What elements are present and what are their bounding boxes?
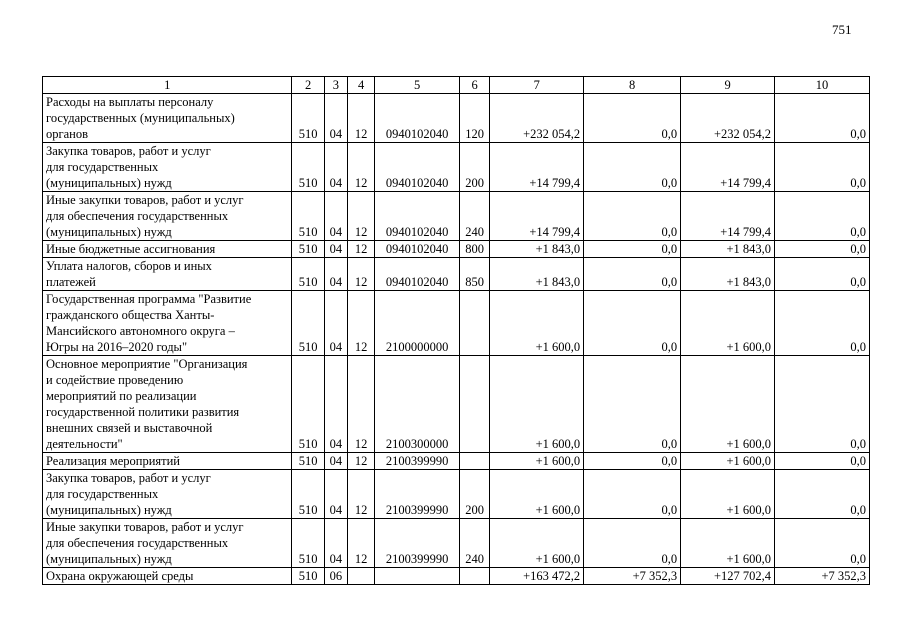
amount-col-9: +1 600,0 — [681, 291, 775, 356]
table-row — [43, 94, 870, 143]
code-section: 04 — [324, 192, 347, 241]
code-admin: 510 — [292, 143, 324, 192]
amount-col-9: +127 702,4 — [681, 568, 775, 585]
budget-table — [42, 76, 870, 585]
table-row — [43, 519, 870, 568]
code-subsection: 12 — [347, 470, 374, 519]
column-header: 5 — [375, 77, 460, 94]
table-row — [43, 453, 870, 470]
code-subsection — [347, 568, 374, 585]
amount-col-7: +1 600,0 — [490, 356, 584, 453]
amount-col-10: 0,0 — [775, 94, 870, 143]
amount-col-9: +1 843,0 — [681, 258, 775, 291]
row-label: Уплата налогов, сборов и иных платежей — [43, 258, 292, 291]
code-expense-type: 240 — [460, 519, 490, 568]
code-target: 2100300000 — [375, 356, 460, 453]
code-section: 04 — [324, 291, 347, 356]
code-section: 04 — [324, 94, 347, 143]
code-subsection: 12 — [347, 143, 374, 192]
amount-col-9: +232 054,2 — [681, 94, 775, 143]
amount-col-10: 0,0 — [775, 470, 870, 519]
column-header: 8 — [584, 77, 681, 94]
column-header: 9 — [681, 77, 775, 94]
code-expense-type — [460, 568, 490, 585]
amount-col-8: 0,0 — [584, 192, 681, 241]
code-section: 04 — [324, 356, 347, 453]
table-row — [43, 291, 870, 356]
code-subsection: 12 — [347, 453, 374, 470]
code-target: 0940102040 — [375, 192, 460, 241]
amount-col-7: +14 799,4 — [490, 192, 584, 241]
code-section: 04 — [324, 143, 347, 192]
row-label: Государственная программа "Развитие гражданского общества Ханты- Мансийского автономного округа – Югры на 2016–2020 годы" — [43, 291, 292, 356]
table-body — [43, 94, 870, 585]
table-row — [43, 568, 870, 585]
column-header: 10 — [775, 77, 870, 94]
code-subsection: 12 — [347, 192, 374, 241]
code-subsection: 12 — [347, 94, 374, 143]
code-section: 04 — [324, 453, 347, 470]
code-target: 0940102040 — [375, 143, 460, 192]
amount-col-8: +7 352,3 — [584, 568, 681, 585]
code-admin: 510 — [292, 241, 324, 258]
amount-col-8: 0,0 — [584, 258, 681, 291]
code-subsection: 12 — [347, 356, 374, 453]
code-target: 0940102040 — [375, 241, 460, 258]
code-expense-type: 200 — [460, 143, 490, 192]
table-row — [43, 192, 870, 241]
amount-col-8: 0,0 — [584, 94, 681, 143]
code-expense-type: 120 — [460, 94, 490, 143]
amount-col-8: 0,0 — [584, 470, 681, 519]
code-target: 0940102040 — [375, 258, 460, 291]
amount-col-8: 0,0 — [584, 453, 681, 470]
amount-col-7: +1 843,0 — [490, 258, 584, 291]
code-admin: 510 — [292, 453, 324, 470]
code-expense-type — [460, 453, 490, 470]
amount-col-10: 0,0 — [775, 453, 870, 470]
amount-col-8: 0,0 — [584, 356, 681, 453]
column-header: 3 — [324, 77, 347, 94]
amount-col-7: +1 600,0 — [490, 519, 584, 568]
table-row — [43, 241, 870, 258]
amount-col-9: +1 600,0 — [681, 519, 775, 568]
amount-col-9: +14 799,4 — [681, 143, 775, 192]
column-header: 6 — [460, 77, 490, 94]
row-label: Расходы на выплаты персоналу государственных (муниципальных) органов — [43, 94, 292, 143]
amount-col-7: +163 472,2 — [490, 568, 584, 585]
row-label: Закупка товаров, работ и услуг для государственных (муниципальных) нужд — [43, 470, 292, 519]
column-header: 2 — [292, 77, 324, 94]
amount-col-10: 0,0 — [775, 258, 870, 291]
code-expense-type: 200 — [460, 470, 490, 519]
code-admin: 510 — [292, 519, 324, 568]
code-admin: 510 — [292, 258, 324, 291]
amount-col-7: +1 600,0 — [490, 291, 584, 356]
amount-col-9: +1 600,0 — [681, 453, 775, 470]
amount-col-8: 0,0 — [584, 143, 681, 192]
code-target: 2100000000 — [375, 291, 460, 356]
amount-col-9: +1 843,0 — [681, 241, 775, 258]
amount-col-10: 0,0 — [775, 356, 870, 453]
code-section: 04 — [324, 470, 347, 519]
table-row — [43, 470, 870, 519]
code-admin: 510 — [292, 192, 324, 241]
code-admin: 510 — [292, 568, 324, 585]
amount-col-10: 0,0 — [775, 192, 870, 241]
column-header: 4 — [347, 77, 374, 94]
table-row — [43, 356, 870, 453]
code-target: 2100399990 — [375, 519, 460, 568]
code-admin: 510 — [292, 470, 324, 519]
code-admin: 510 — [292, 94, 324, 143]
row-label: Основное мероприятие "Организация и содействие проведению мероприятий по реализации государственной политики развития внешних связей и выставочной деятельности" — [43, 356, 292, 453]
amount-col-7: +1 600,0 — [490, 470, 584, 519]
table-row — [43, 258, 870, 291]
code-admin: 510 — [292, 291, 324, 356]
code-expense-type: 240 — [460, 192, 490, 241]
column-header: 1 — [43, 77, 292, 94]
amount-col-10: 0,0 — [775, 519, 870, 568]
row-label: Реализация мероприятий — [43, 453, 292, 470]
amount-col-10: 0,0 — [775, 291, 870, 356]
code-subsection: 12 — [347, 258, 374, 291]
code-target: 0940102040 — [375, 94, 460, 143]
row-label: Охрана окружающей среды — [43, 568, 292, 585]
row-label: Закупка товаров, работ и услуг для государственных (муниципальных) нужд — [43, 143, 292, 192]
code-expense-type: 800 — [460, 241, 490, 258]
amount-col-9: +14 799,4 — [681, 192, 775, 241]
code-subsection: 12 — [347, 519, 374, 568]
row-label: Иные бюджетные ассигнования — [43, 241, 292, 258]
amount-col-8: 0,0 — [584, 291, 681, 356]
row-label: Иные закупки товаров, работ и услуг для обеспечения государственных (муниципальных) нужд — [43, 519, 292, 568]
row-label: Иные закупки товаров, работ и услуг для обеспечения государственных (муниципальных) нужд — [43, 192, 292, 241]
code-target: 2100399990 — [375, 453, 460, 470]
code-section: 04 — [324, 258, 347, 291]
code-subsection: 12 — [347, 241, 374, 258]
amount-col-7: +1 600,0 — [490, 453, 584, 470]
code-target — [375, 568, 460, 585]
amount-col-7: +14 799,4 — [490, 143, 584, 192]
amount-col-7: +232 054,2 — [490, 94, 584, 143]
amount-col-8: 0,0 — [584, 519, 681, 568]
code-section: 06 — [324, 568, 347, 585]
amount-col-7: +1 843,0 — [490, 241, 584, 258]
amount-col-10: 0,0 — [775, 143, 870, 192]
code-section: 04 — [324, 519, 347, 568]
code-expense-type — [460, 291, 490, 356]
code-subsection: 12 — [347, 291, 374, 356]
code-target: 2100399990 — [375, 470, 460, 519]
amount-col-10: +7 352,3 — [775, 568, 870, 585]
table-row — [43, 143, 870, 192]
amount-col-8: 0,0 — [584, 241, 681, 258]
code-section: 04 — [324, 241, 347, 258]
column-header: 7 — [490, 77, 584, 94]
amount-col-10: 0,0 — [775, 241, 870, 258]
page-number: 751 — [832, 22, 852, 37]
code-expense-type: 850 — [460, 258, 490, 291]
code-admin: 510 — [292, 356, 324, 453]
header-row — [43, 77, 870, 94]
amount-col-9: +1 600,0 — [681, 470, 775, 519]
code-expense-type — [460, 356, 490, 453]
amount-col-9: +1 600,0 — [681, 356, 775, 453]
